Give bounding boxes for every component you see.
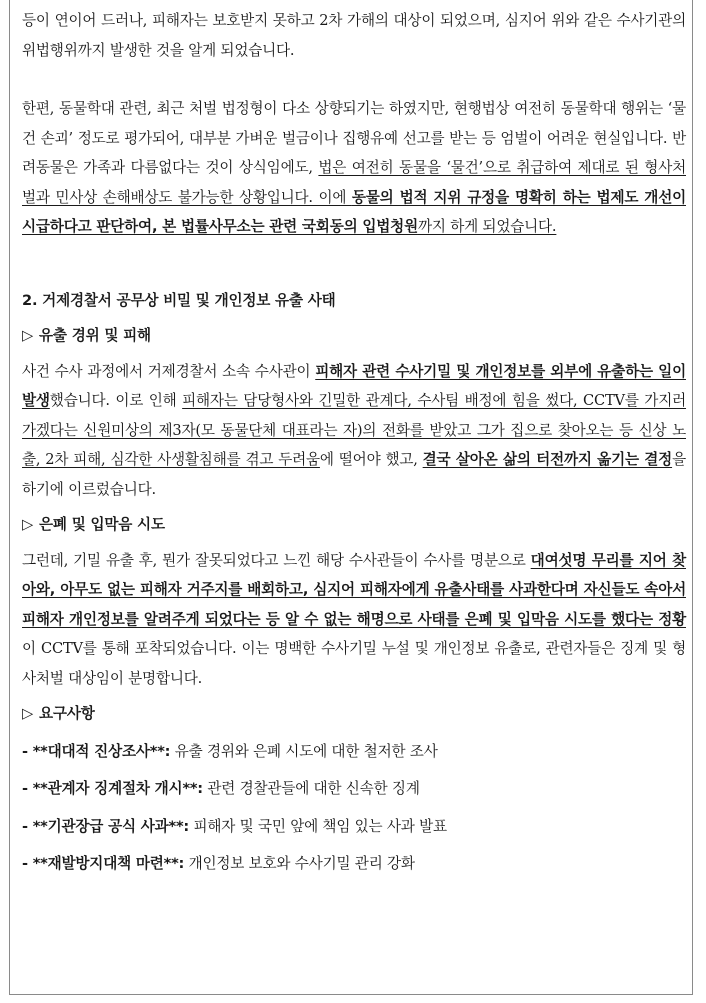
demand-key: - **관계자 징계절차 개시**: (22, 780, 203, 797)
paragraph-3-bold-underlined-2: 결국 살아온 삶의 터전까지 옮기는 결정 (422, 451, 673, 468)
paragraph-1 (22, 6, 686, 65)
paragraph-3 (22, 357, 686, 505)
spacer (22, 729, 686, 737)
paragraph-2-underlined: 법은 여전히 동물을 ‘물건’으로 취급하여 제대로 된 형사처벌과 민사상 손해배상도 불가능한 상황입니다. 이에 (22, 159, 686, 206)
demand-text: 관련 경찰관들에 대한 신속한 징계 (202, 780, 420, 797)
subheading-leak-title: 유출 경위 및 피해 (39, 327, 151, 344)
paragraph-3-text: 사건 수사 과정에서 거제경찰서 소속 수사관이 (22, 362, 316, 380)
spacer (22, 804, 686, 812)
paragraph-3-text-3: 에 떨어야 했고, (319, 451, 423, 468)
spacer (22, 841, 686, 849)
spacer (22, 242, 686, 286)
section-2-title: 2. 거제경찰서 공무상 비밀 및 개인정보 유출 사태 (22, 291, 336, 309)
demand-item (22, 737, 686, 767)
paragraph-4-text: 그런데, 기밀 유출 후, 뭔가 잘못되었다고 느낀 해당 수사관들이 수사를 명분으로 (22, 551, 531, 569)
demand-key: - **재발방지대책 마련**: (22, 855, 185, 872)
demand-text: 피해자 및 국민 앞에 책임 있는 사과 발표 (189, 817, 447, 835)
subheading-demands-title: 요구사항 (39, 705, 95, 722)
demand-key: - **대대적 진상조사**: (22, 742, 171, 760)
paragraph-2-bold-underlined: 동물의 법적 지위 규정을 명확히 하는 법제도 개선이 시급하다고 판단하여, 본 법률사무소는 관련 국회동의 입법청원 (22, 188, 686, 235)
document-body (22, 6, 686, 879)
paragraph-2 (22, 94, 686, 242)
paragraph-4 (22, 546, 686, 694)
paragraph-2-underlined-end: 까지 하게 되었습니다. (417, 218, 557, 235)
triangle-icon: ▷ (22, 705, 34, 722)
triangle-icon: ▷ (22, 516, 34, 533)
demand-item (22, 849, 686, 879)
spacer (22, 65, 686, 94)
paragraph-3-bold-underlined: 피해자 관련 수사기밀 및 개인정보를 외부에 유출하는 일이 발생 (22, 362, 686, 409)
paragraph-3-text-4: 을 하기에 이르렀습니다. (22, 451, 686, 498)
paragraph-4-text-2: 이 CCTV를 통해 포착되었습니다. 이는 명백한 수사기밀 누설 및 개인정보 유출로, 관련자들은 징계 및 형사처벌 대상임이 분명합니다. (22, 640, 686, 687)
subheading-coverup (22, 510, 686, 540)
section-2-heading (22, 286, 686, 316)
paragraph-4-bold-underlined: 대여섯명 무리를 지어 찾아와, 아무도 없는 피해자 거주지를 배회하고, 심지어 피해자에게 유출사태를 사과한다며 자신들도 속아서 피해자 개인정보를 알려주게 되었다는 등 알 수 없는 해명으로 사태를 은폐 및 입막음 시도를 했다는 정황 (22, 551, 686, 628)
paragraph-3-underlined: 피해자는 담당형사와 긴밀한 관계다, 수사팀 배정에 힘을 썼다, CCTV를 가지러 가겠다는 신원미상의 제3자(모 동물단체 대표라는 자)의 전화를 받았고 그가 집으로 찾아오는 등 신상 노출, 2차 피해, 심각한 사생활침해를 겪고 두려움 (22, 392, 687, 468)
demand-item (22, 812, 686, 842)
subheading-leak (22, 321, 686, 351)
demand-key: - **기관장급 공식 사과**: (22, 817, 190, 835)
paragraph-3-text-2: 했습니다. 이로 인해 (49, 392, 183, 409)
paragraph-1-text: 등이 연이어 드러나, 피해자는 보호받지 못하고 2차 가해의 대상이 되었으며, 심지어 위와 같은 수사기관의 위법행위까지 발생한 것을 알게 되었습니다. (22, 12, 686, 59)
subheading-coverup-title: 은폐 및 입막음 시도 (39, 516, 165, 533)
demand-text: 유출 경위와 은폐 시도에 대한 철저한 조사 (170, 742, 438, 760)
subheading-demands (22, 699, 686, 729)
paragraph-2-text: 한편, 동물학대 관련, 최근 처벌 법정형이 다소 상향되기는 하였지만, 현행법상 여전히 동물학대 행위는 ‘물건 손괴’ 정도로 평가되어, 대부분 가벼운 벌금이나 집행유예 선고를 받는 등 엄벌이 어려운 현실입니다. 반려동물은 가족과 다름없다는 것이 상식임에도, (22, 100, 686, 176)
demand-item (22, 774, 686, 804)
triangle-icon: ▷ (22, 327, 34, 344)
spacer (22, 766, 686, 774)
demand-text: 개인정보 보호와 수사기밀 관리 강화 (184, 855, 415, 872)
